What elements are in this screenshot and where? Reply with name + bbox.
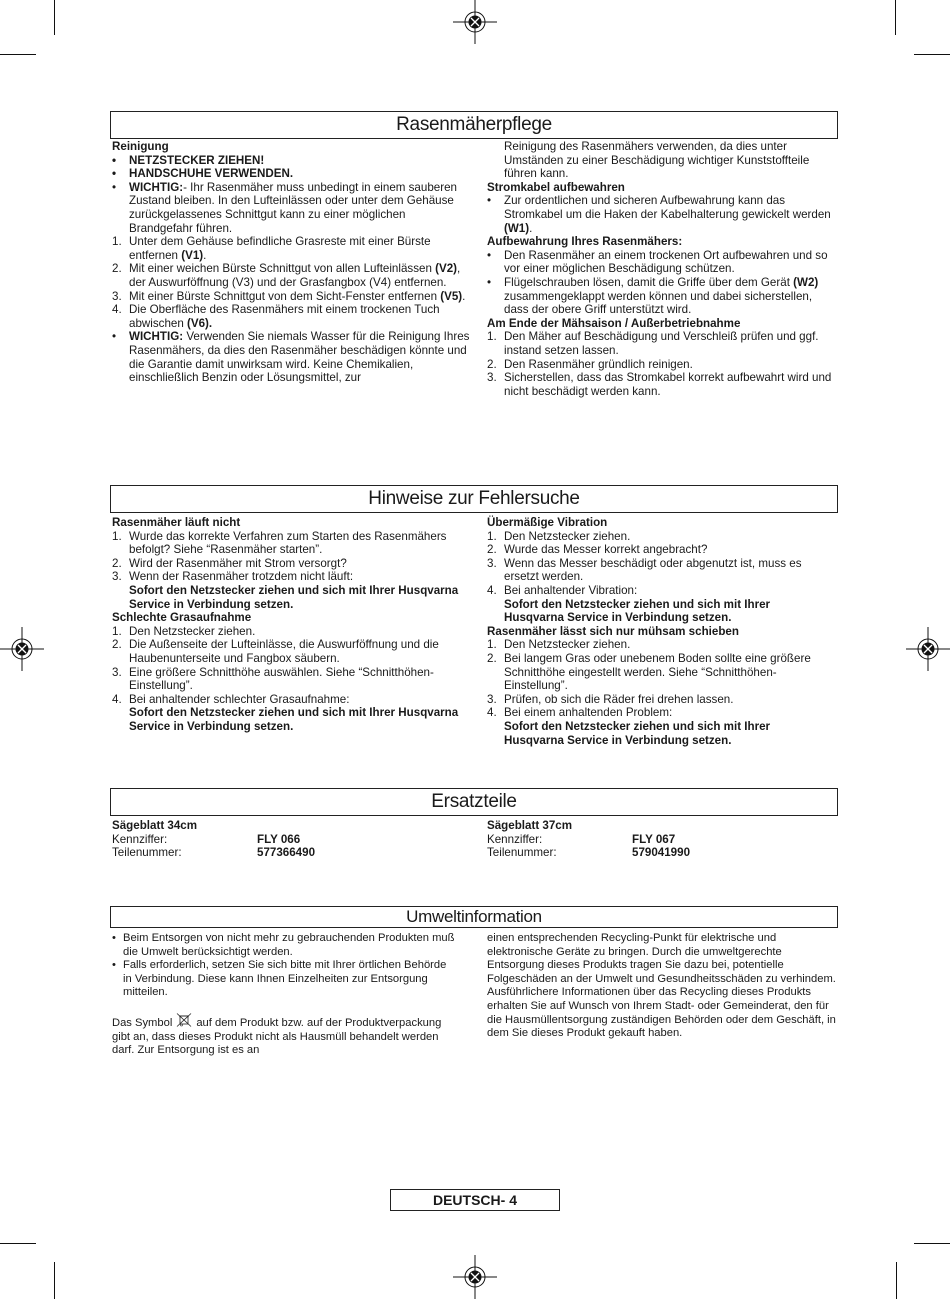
list-item	[487, 330, 832, 357]
step-number: 2.	[487, 357, 497, 371]
list-item: • NETZSTECKER ZIEHEN!	[112, 153, 265, 167]
list-item-text: - Ihr Rasenmäher muss unbedingt in einem sauberen Zustand bleiben. In den Lufteinlässen oder unter dem Gehäuse zurückgelassenes Schnittgut kann zu einer möglichen Brandgefahr führen.	[129, 180, 457, 235]
step-number: 3.	[112, 570, 122, 584]
step-number: 3.	[112, 665, 122, 679]
list-item	[487, 652, 832, 693]
service-instruction: Sofort den Netzstecker ziehen und sich mit Ihrer Husqvarna Service in Verbindung setzen.	[129, 583, 459, 611]
registration-mark-icon	[906, 627, 950, 671]
list-item-text: Wenn das Messer beschädigt oder abgenutzt ist, muss es ersetzt werden.	[504, 556, 802, 584]
spare-part-heading: Sägeblatt 37cm	[487, 819, 573, 832]
list-item	[487, 371, 832, 398]
step-number: 4.	[487, 706, 497, 720]
subheading-poor-collection: Schlechte Grasaufnahme	[112, 611, 252, 625]
spare-part-code-row	[487, 833, 832, 847]
crossed-out-wheelie-bin-icon	[176, 1013, 192, 1027]
list-item-text: zusammengeklappt werden können und dabei sicherstellen, dass der obere Griff unterstützt wird.	[504, 289, 813, 317]
crop-mark	[914, 54, 950, 55]
crop-mark	[896, 1262, 897, 1299]
list-item-text: Eine größere Schnitthöhe auswählen. Siehe “Schnitthöhen-Einstellung”.	[129, 665, 434, 693]
figure-ref: (V6)	[187, 316, 209, 330]
list-item: • WICHTIG:- Ihr Rasenmäher muss unbedingt in einem sauberen Zustand bleiben. In den Lufteinlässen oder unter dem Gehäuse zurückgelassenes Schnittgut kann zu einer möglichen Brandgefahr führen.	[112, 180, 457, 235]
field-value: FLY 066	[257, 832, 301, 846]
figure-ref: (V5)	[440, 289, 463, 303]
list-item-text: Bei anhaltender Vibration:	[504, 583, 638, 597]
list-item-text: Bei anhaltender schlechter Grasaufnahme:	[129, 692, 350, 706]
subheading-hard-to-push: Rasenmäher lässt sich nur mühsam schieben	[487, 624, 739, 638]
section-title-care	[110, 111, 838, 139]
step-number: 4.	[112, 692, 122, 706]
list-item-text: Den Netzstecker ziehen.	[129, 624, 256, 638]
list-item: • Flügelschrauben lösen, damit die Griffe über dem Gerät (W2) zusammengeklappt werden können und dabei sicherstellen, dass der obere Griff unterstützt wird.	[487, 275, 819, 317]
list-item-text: Mit einer Bürste Schnittgut von dem Sicht-Fenster entfernen	[129, 289, 441, 303]
field-value: 577366490	[257, 846, 316, 860]
list-item-text: Sicherstellen, dass das Stromkabel korrekt aufbewahrt wird und nicht beschädigt werden kann.	[504, 371, 832, 398]
list-item-text: Wurde das korrekte Verfahren zum Starten des Rasenmähers befolgt? Siehe “Rasenmäher starten”.	[129, 529, 447, 557]
list-item	[487, 543, 832, 557]
list-item	[487, 557, 832, 584]
section-title-environment	[110, 906, 838, 928]
section-title-text: Rasenmäherpflege	[396, 114, 552, 135]
step-number: 1.	[112, 529, 122, 543]
list-item-text: Bei langem Gras oder unebenem Boden sollte eine größere Schnitthöhe eingestellt werden. Siehe “Schnitthöhen-Einstellung”.	[504, 651, 811, 693]
step-number: 3.	[487, 371, 497, 385]
service-instruction: Sofort den Netzstecker ziehen und sich mit Ihrer Husqvarna Service in Verbindung setzen.	[504, 597, 771, 625]
figure-ref: (W2)	[793, 275, 819, 289]
list-item: • HANDSCHUHE VERWENDEN.	[112, 167, 294, 181]
list-item	[112, 290, 472, 304]
step-number: 3.	[112, 289, 122, 303]
list-item-text: Den Netzstecker ziehen.	[504, 638, 631, 652]
field-value: 579041990	[632, 846, 691, 860]
list-item	[112, 693, 472, 734]
list-item-text: Wird der Rasenmäher mit Strom versorgt?	[129, 556, 347, 570]
list-item-text: Flügelschrauben lösen, damit die Griffe über dem Gerät	[504, 275, 794, 289]
list-item	[487, 358, 832, 372]
list-item	[112, 666, 472, 693]
registration-mark-icon	[453, 0, 497, 44]
list-item	[112, 235, 472, 262]
list-item: • Zur ordentlichen und sicheren Aufbewahrung kann das Stromkabel um die Haken der Kabelhalterung gewickelt werden (W1).	[487, 194, 831, 235]
spare-part-code-row	[112, 833, 472, 847]
service-instruction: Sofort den Netzstecker ziehen und sich mit Ihrer Husqvarna Service in Verbindung setzen.	[129, 706, 459, 733]
step-number: 2.	[112, 638, 122, 652]
field-label: Kennziffer:	[112, 832, 168, 846]
section-title-troubleshooting	[110, 485, 838, 513]
list-item	[112, 303, 472, 330]
crop-mark	[914, 1243, 950, 1244]
list-item-text: Mit einer weichen Bürste Schnittgut von allen Lufteinlässen	[129, 262, 436, 276]
list-item-text: Prüfen, ob sich die Räder frei drehen lassen.	[504, 692, 734, 706]
registration-mark-icon	[453, 1255, 497, 1299]
registration-mark-icon	[0, 627, 44, 671]
list-item: • Falls erforderlich, setzen Sie sich bitte mit Ihrer örtlichen Behörde in Verbindung. Diese kann Ihnen Einzelheiten zur Entsorgung mitteilen.	[112, 959, 447, 999]
paragraph-text: auf dem Produkt bzw. auf der Produktverpackung gibt an, dass dieses Produkt nicht als Hausmüll behandelt werden darf. Zur Entsorgung ist es an	[112, 1016, 442, 1057]
spare-part-34cm	[112, 819, 472, 860]
step-number: 1.	[487, 638, 497, 652]
field-label: Teilenummer:	[487, 846, 557, 860]
paragraph-text: einen entsprechenden Recycling-Punkt für elektrische und elektronische Geräte zu bringen. Durch die umweltgerechte Entsorgung dieses Produkts tragen Sie dazu bei, potentielle Folgeschäden an der Umwelt und Gesundheitsschäden zu verhindem. Ausführlichere Informationen über das Recycling dieses Produkts erhalten Sie auf Wunsch von Ihrem Stadt- oder Gemeinderat, den für die Hausmüllentsorgung zuständigen Behörden oder dem Geschäft, in dem Sie dieses Produkt gekauft haben.	[487, 932, 836, 1040]
spare-part-number-row	[112, 846, 472, 860]
crop-mark	[895, 0, 896, 35]
step-number: 3.	[487, 692, 497, 706]
list-item-text: NETZSTECKER ZIEHEN!	[129, 153, 265, 167]
step-number: 4.	[487, 583, 497, 597]
step-number: 2.	[112, 556, 122, 570]
list-item-text: Beim Entsorgen von nicht mehr zu gebrauchenden Produkten muß die Umwelt berücksichtigt werden.	[123, 932, 455, 958]
continuation-text: Reinigung des Rasenmähers verwenden, da dies unter Umständen zu einer Beschädigung wichtiger Kunststoffteile führen kann.	[504, 140, 810, 181]
service-instruction: Sofort den Netzstecker ziehen und sich mit Ihrer Husqvarna Service in Verbindung setzen.	[504, 719, 771, 747]
figure-ref: (V1)	[181, 248, 204, 262]
care-left-column	[112, 140, 472, 385]
field-value: FLY 067	[632, 832, 676, 846]
page-number-text: DEUTSCH- 4	[432, 1192, 517, 1208]
symbol-paragraph	[112, 1013, 457, 1058]
page-number-label	[390, 1189, 560, 1211]
list-item	[112, 530, 472, 557]
step-number: 4.	[112, 303, 122, 317]
list-item-text: Die Oberfläche des Rasenmähers mit einem trockenen Tuch abwischen	[129, 303, 440, 330]
troubleshooting-right-column	[487, 516, 832, 747]
figure-ref: (W1)	[504, 221, 530, 235]
list-item-text: Den Mäher auf Beschädigung und Verschleiß prüfen und ggf. instand setzen lassen.	[504, 330, 819, 357]
list-item	[487, 584, 832, 625]
list-item-text: .	[203, 248, 207, 262]
troubleshooting-left-column	[112, 516, 472, 734]
crop-mark	[0, 54, 36, 55]
figure-ref: (V2)	[435, 262, 458, 276]
subheading-excessive-vibration: Übermäßige Vibration	[487, 516, 608, 529]
section-title-text: Ersatzteile	[431, 791, 517, 812]
list-item-text: Den Netzstecker ziehen.	[504, 529, 631, 543]
list-item-text: Falls erforderlich, setzen Sie sich bitte mit Ihrer örtlichen Behörde in Verbindung. Diese kann Ihnen Einzelheiten zur Entsorgung mitteilen.	[123, 959, 447, 999]
step-number: 1.	[112, 624, 122, 638]
spare-part-number-row	[487, 846, 832, 860]
list-item	[112, 557, 472, 571]
list-item	[112, 625, 472, 639]
list-item-text: .	[208, 316, 213, 330]
step-number: 2.	[487, 651, 497, 665]
crop-mark	[54, 1262, 55, 1299]
subheading-cable-storage: Stromkabel aufbewahren	[487, 180, 625, 194]
list-item-text: HANDSCHUHE VERWENDEN.	[129, 167, 294, 181]
environment-right-column	[487, 932, 839, 1041]
list-item: • Beim Entsorgen von nicht mehr zu gebrauchenden Produkten muß die Umwelt berücksichtigt werden.	[112, 932, 455, 958]
list-item: • Den Rasenmäher an einem trockenen Ort aufbewahren und so vor einer möglichen Beschädigung schützen.	[487, 248, 828, 276]
list-item-text: Unter dem Gehäuse befindliche Grasreste mit einer Bürste entfernen	[129, 235, 431, 262]
spare-part-37cm	[487, 819, 832, 860]
list-item	[112, 262, 472, 289]
field-label: Teilenummer:	[112, 846, 182, 860]
list-item-text: , der Auswurföffnung (V3) und der Grasfangbox (V4) entfernen.	[129, 262, 461, 289]
list-item-text: Wenn der Rasenmäher trotzdem nicht läuft:	[129, 570, 354, 584]
list-item: • WICHTIG: Verwenden Sie niemals Wasser für die Reinigung Ihres Rasenmähers, da dies den Rasenmäher beschädigen könnte und die Garantie damit unwirksam wird. Keine Chemikalien, einschließlich Benzin oder Lösungsmittel, zur	[112, 330, 470, 385]
subheading-end-of-season: Am Ende der Mähsaison / Außerbetriebnahme	[487, 316, 741, 330]
subheading-cleaning: Reinigung	[112, 140, 169, 153]
list-item	[112, 570, 472, 611]
list-item	[487, 693, 832, 707]
spare-part-heading: Sägeblatt 34cm	[112, 819, 198, 832]
crop-mark	[0, 1243, 36, 1244]
step-number: 3.	[487, 556, 497, 570]
list-item	[487, 638, 832, 652]
list-item-text: Wurde das Messer korrekt angebracht?	[504, 543, 708, 557]
step-number: 2.	[112, 262, 122, 276]
field-label: Kennziffer:	[487, 832, 543, 846]
step-number: 2.	[487, 543, 497, 557]
list-item-text: Die Außenseite der Lufteinlässe, die Auswurföffnung und die Haubenunterseite und Fangbox säubern.	[129, 638, 439, 665]
care-right-column	[487, 140, 832, 398]
warning-label: WICHTIG:	[129, 330, 184, 344]
list-item	[487, 530, 832, 544]
list-item	[112, 638, 472, 665]
environment-left-column	[112, 932, 457, 1058]
list-item-text: Bei einem anhaltenden Problem:	[504, 706, 673, 720]
section-title-text: Umweltinformation	[406, 907, 542, 926]
list-item-text: Verwenden Sie niemals Wasser für die Reinigung Ihres Rasenmähers, da dies den Rasenmäher beschädigen könnte und die Garantie damit unwirksam wird. Keine Chemikalien, einschließlich Benzin oder Lösungsmittel, zur	[129, 330, 470, 385]
subheading-mower-not-running: Rasenmäher läuft nicht	[112, 516, 241, 529]
list-item	[487, 706, 832, 747]
list-item-text: .	[462, 289, 466, 303]
section-title-spare-parts	[110, 788, 838, 816]
section-title-text: Hinweise zur Fehlersuche	[368, 488, 580, 509]
subheading-mower-storage: Aufbewahrung Ihres Rasenmähers:	[487, 235, 683, 249]
crop-mark	[54, 0, 55, 35]
step-number: 1.	[112, 235, 122, 249]
list-item-text: Den Rasenmäher gründlich reinigen.	[504, 357, 693, 371]
list-item-text: Zur ordentlichen und sicheren Aufbewahrung kann das Stromkabel um die Haken der Kabelhalterung gewickelt werden	[504, 194, 831, 221]
list-item-text: Den Rasenmäher an einem trockenen Ort aufbewahren und so vor einer möglichen Beschädigung schützen.	[504, 248, 828, 276]
step-number: 1.	[487, 330, 497, 344]
step-number: 1.	[487, 529, 497, 543]
warning-label: WICHTIG:	[129, 180, 184, 194]
paragraph-text: Das Symbol	[112, 1016, 173, 1029]
